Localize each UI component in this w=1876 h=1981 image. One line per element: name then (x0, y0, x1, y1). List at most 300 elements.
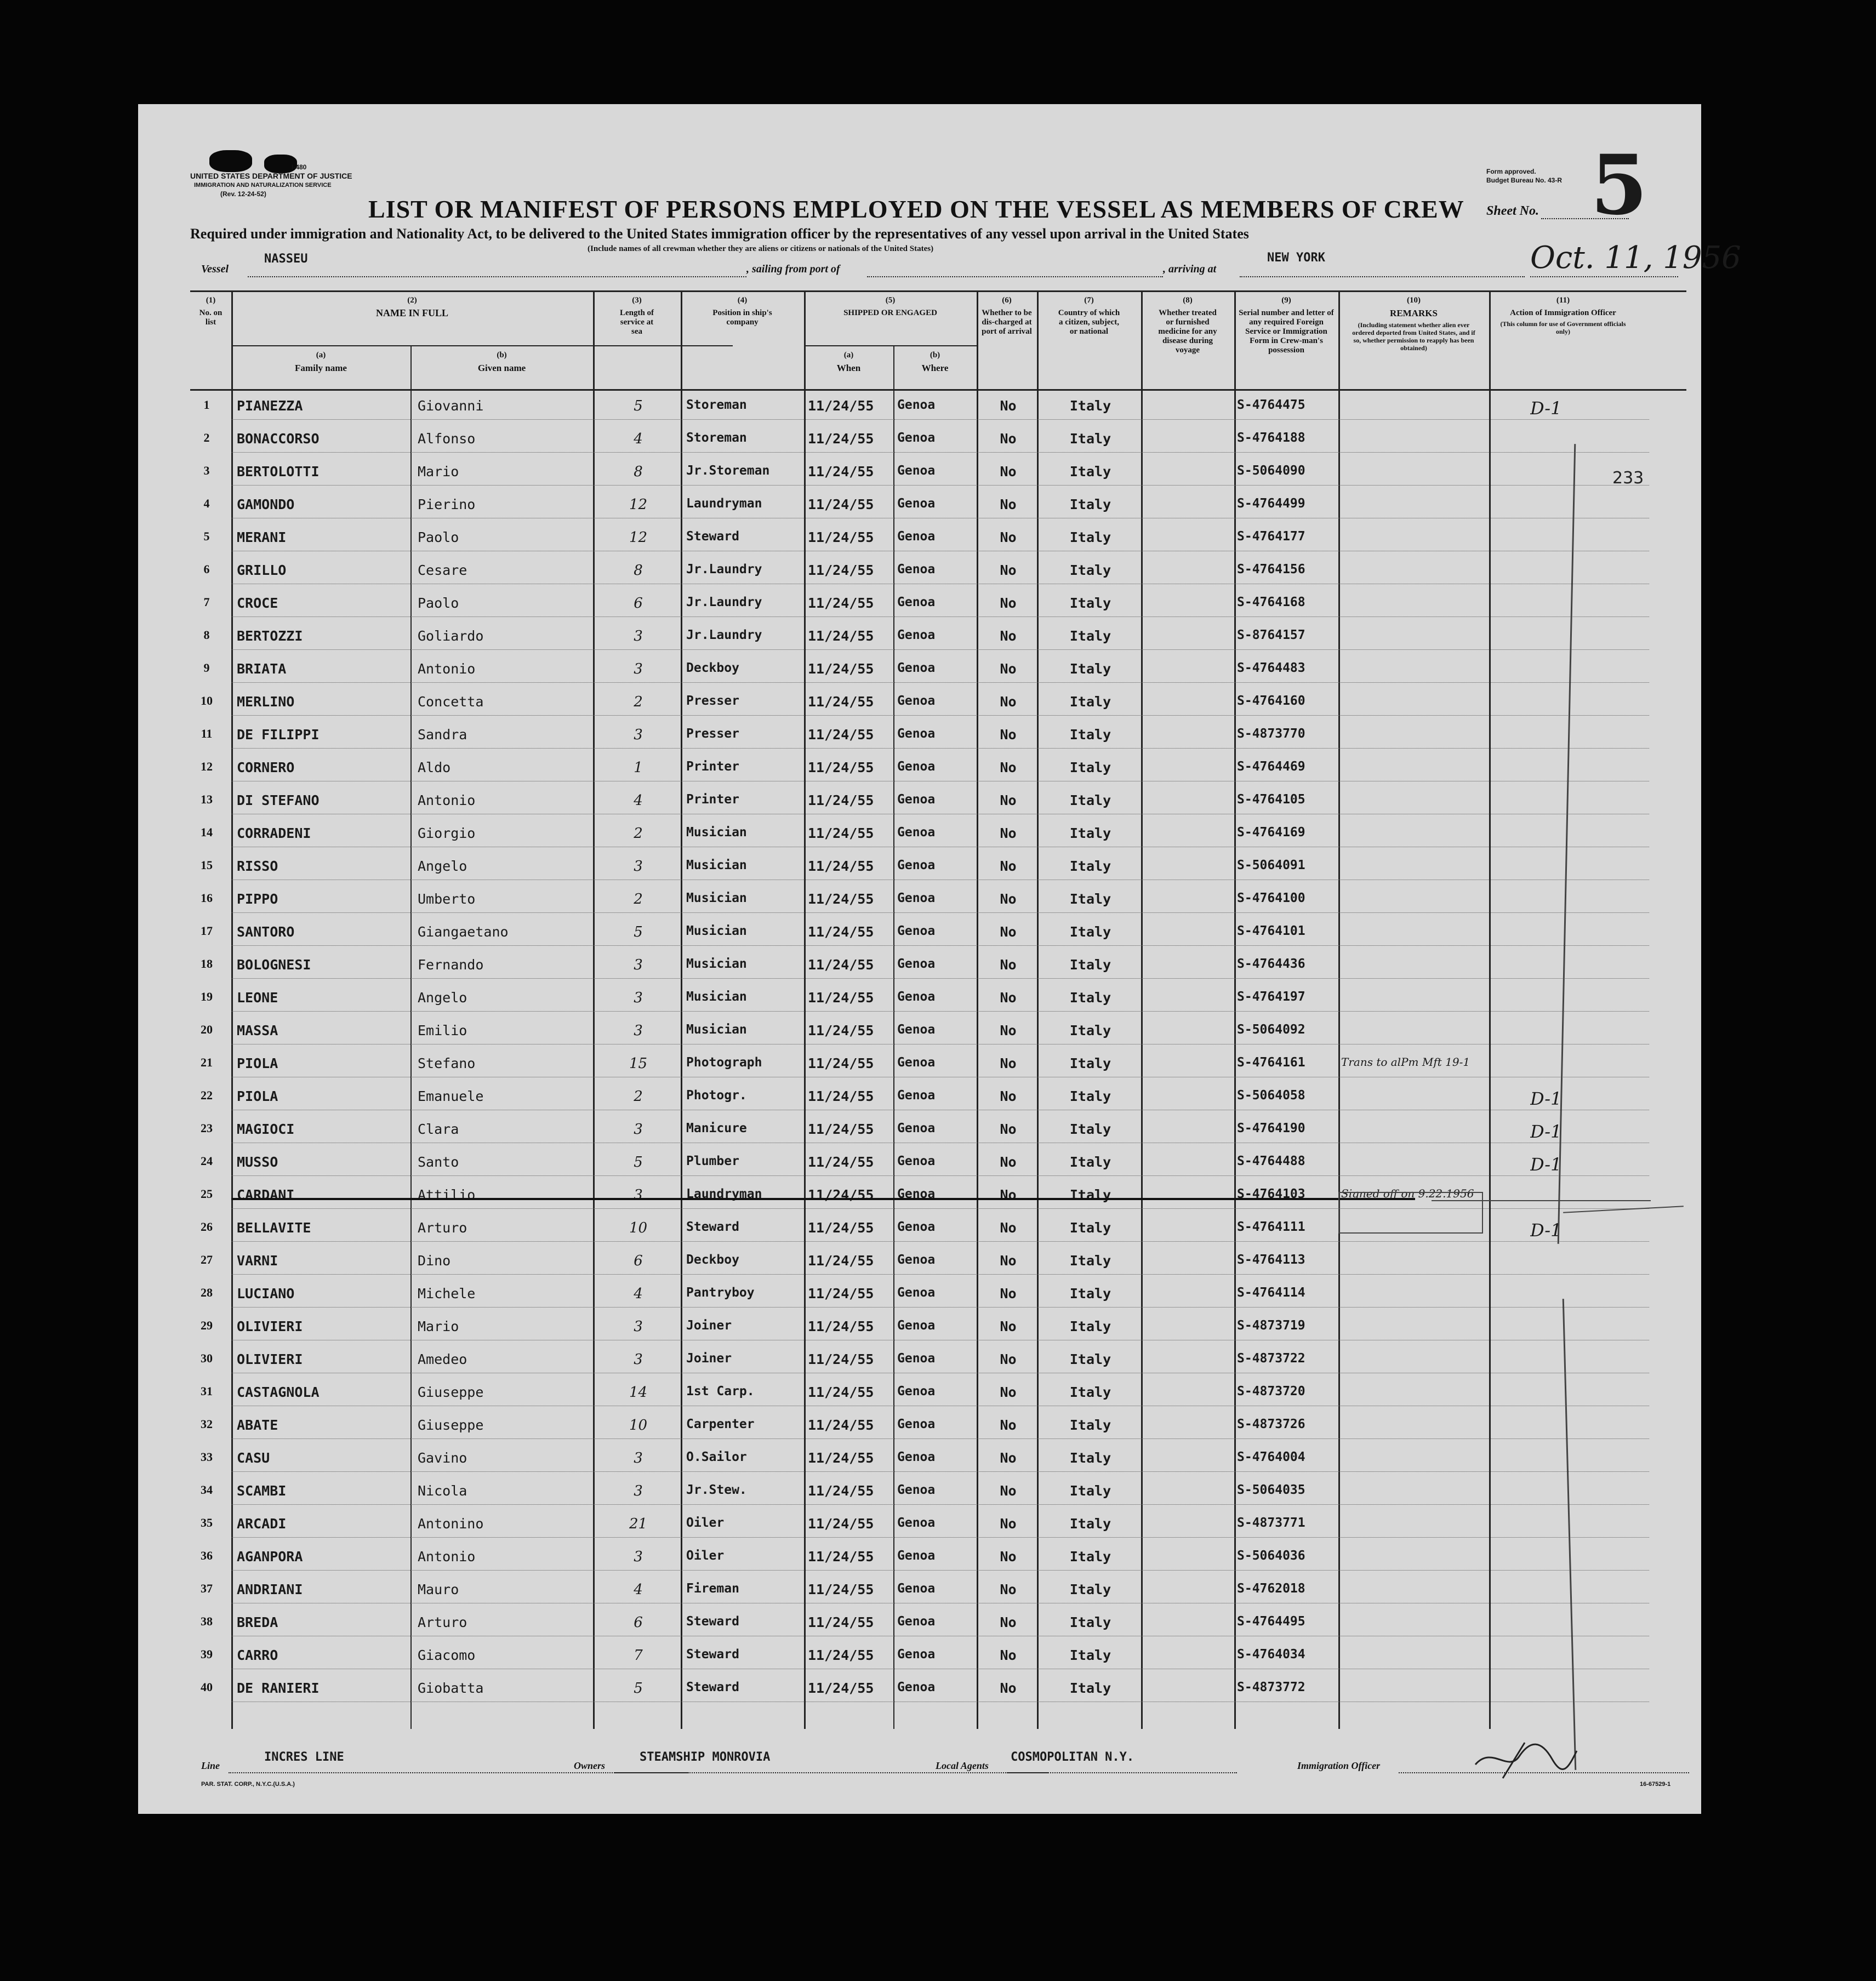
remarks: Signed off on 9.22.1956 (1341, 1187, 1474, 1200)
officer-action: D-1 (1530, 1154, 1562, 1175)
row-number: 18 (201, 957, 213, 970)
length-of-service: 6 (634, 595, 643, 612)
row-number: 26 (201, 1220, 213, 1234)
shipped-when: 11/24/55 (808, 1516, 874, 1532)
discharge: No (1000, 825, 1017, 841)
length-of-service: 2 (634, 694, 643, 710)
given-name: Emanuele (418, 1088, 484, 1104)
shipped-where: Genoa (897, 1187, 936, 1201)
given-name: Amedeo (418, 1351, 467, 1367)
length-of-service: 14 (629, 1384, 648, 1401)
given-name: Santo (418, 1154, 459, 1170)
family-name: ANDRIANI (237, 1582, 303, 1597)
given-name: Giobatta (418, 1680, 484, 1696)
length-of-service: 4 (634, 1286, 643, 1302)
position: Musician (686, 924, 747, 938)
discharge: No (1000, 398, 1017, 414)
owners-label: Owners (574, 1760, 606, 1771)
shipped-when: 11/24/55 (808, 529, 874, 545)
position: Manicure (686, 1121, 747, 1135)
shipped-when: 11/24/55 (808, 431, 874, 447)
shipped-where: Genoa (897, 1351, 936, 1366)
row-number: 19 (201, 990, 213, 1003)
length-of-service: 3 (634, 727, 643, 743)
given-name: Umberto (418, 891, 476, 907)
row-number: 37 (201, 1582, 213, 1595)
table-row (138, 1015, 1701, 1048)
col-given-header: (b) Given name (477, 351, 526, 373)
family-name: PIOLA (237, 1088, 278, 1104)
row-number: 34 (201, 1483, 213, 1497)
country: Italy (1069, 792, 1111, 808)
shipped-where: Genoa (897, 1680, 936, 1694)
discharge: No (1000, 1483, 1017, 1499)
owners-name: STEAMSHIP MONROVIA (640, 1750, 771, 1764)
serial-number: S-4764475 (1237, 398, 1305, 412)
country: Italy (1069, 694, 1111, 710)
serial-number: S-4764436 (1237, 957, 1305, 971)
row-number: 27 (201, 1253, 213, 1266)
row-number: 2 (203, 431, 210, 444)
country: Italy (1069, 1220, 1111, 1236)
length-of-service: 8 (634, 562, 643, 579)
country: Italy (1069, 431, 1111, 447)
table-row (138, 456, 1701, 489)
length-of-service: 2 (634, 825, 643, 842)
discharge: No (1000, 1055, 1017, 1071)
table-row (138, 1081, 1701, 1114)
shipped-when: 11/24/55 (808, 1220, 874, 1236)
given-name: Clara (418, 1121, 459, 1137)
serial-number: S-4764114 (1237, 1286, 1305, 1300)
position: Storeman (686, 398, 747, 412)
length-of-service: 3 (634, 628, 643, 644)
family-name: PIANEZZA (237, 398, 303, 414)
family-name: OLIVIERI (237, 1351, 303, 1367)
col-where-header: (b) Where (921, 351, 949, 373)
family-name: CORNERO (237, 760, 295, 775)
table-row (138, 1508, 1701, 1541)
shipped-where: Genoa (897, 398, 936, 412)
country: Italy (1069, 891, 1111, 907)
discharge: No (1000, 792, 1017, 808)
discharge: No (1000, 990, 1017, 1006)
country: Italy (1069, 1680, 1111, 1696)
form-number: I-480 (292, 163, 307, 171)
page-mark: 233 (1612, 469, 1644, 488)
table-row (138, 982, 1701, 1015)
shipped-when: 11/24/55 (808, 1318, 874, 1334)
col-position-header: (4) Position in ship's company (712, 296, 772, 327)
length-of-service: 5 (634, 1154, 643, 1171)
serial-number: S-4764168 (1237, 595, 1305, 609)
serial-number: S-4873772 (1237, 1680, 1305, 1694)
discharge: No (1000, 1549, 1017, 1565)
country: Italy (1069, 1286, 1111, 1301)
country: Italy (1069, 825, 1111, 841)
shipped-where: Genoa (897, 464, 936, 478)
position: Photograph (686, 1055, 762, 1070)
family-name: CORRADENI (237, 825, 311, 841)
length-of-service: 3 (634, 1121, 643, 1138)
length-of-service: 3 (634, 1549, 643, 1565)
table-row (138, 1114, 1701, 1146)
position: Jr.Laundry (686, 562, 762, 576)
country: Italy (1069, 1582, 1111, 1597)
row-number: 40 (201, 1680, 213, 1694)
shipped-where: Genoa (897, 1318, 936, 1333)
include-note: (Include names of all crewman whether they are aliens or citizens or nationals of the United States) (588, 244, 934, 253)
agency-line-2: IMMIGRATION AND NATURALIZATION SERVICE (194, 182, 332, 189)
table-row (138, 719, 1701, 752)
position: Joiner (686, 1318, 732, 1333)
country: Italy (1069, 1121, 1111, 1137)
family-name: GRILLO (237, 562, 287, 578)
table-row (138, 916, 1701, 949)
country: Italy (1069, 628, 1111, 644)
serial-number: S-4764197 (1237, 990, 1305, 1004)
position: Musician (686, 990, 747, 1004)
family-name: CASU (237, 1450, 270, 1466)
serial-number: S-4764188 (1237, 431, 1305, 445)
line-name: INCRES LINE (264, 1750, 344, 1764)
officer-action: D-1 (1530, 1220, 1562, 1241)
shipped-where: Genoa (897, 858, 936, 872)
position: Jr.Laundry (686, 595, 762, 609)
position: Printer (686, 760, 739, 774)
table-row (138, 1344, 1701, 1377)
shipped-when: 11/24/55 (808, 1286, 874, 1301)
row-number: 12 (201, 760, 213, 773)
discharge: No (1000, 1516, 1017, 1532)
table-row (138, 653, 1701, 686)
position: Storeman (686, 431, 747, 445)
discharge: No (1000, 694, 1017, 710)
remarks: Trans to alPm Mft 19-1 (1341, 1055, 1470, 1069)
serial-number: S-5064036 (1237, 1549, 1305, 1563)
row-number: 4 (203, 496, 210, 510)
position: Oiler (686, 1549, 725, 1563)
length-of-service: 4 (634, 431, 643, 447)
length-of-service: 5 (634, 1680, 643, 1697)
given-name: Arturo (418, 1220, 467, 1236)
row-number: 1 (203, 398, 210, 412)
length-of-service: 3 (634, 1318, 643, 1335)
length-of-service: 15 (629, 1055, 648, 1072)
discharge: No (1000, 431, 1017, 447)
shipped-when: 11/24/55 (808, 1023, 874, 1038)
shipped-where: Genoa (897, 496, 936, 511)
length-of-service: 1 (634, 760, 643, 776)
given-name: Cesare (418, 562, 467, 578)
given-name: Angelo (418, 858, 467, 874)
given-name: Mario (418, 464, 459, 479)
serial-number: S-4764034 (1237, 1647, 1305, 1662)
row-number: 10 (201, 694, 213, 707)
shipped-where: Genoa (897, 1253, 936, 1267)
length-of-service: 2 (634, 1088, 643, 1105)
family-name: VARNI (237, 1253, 278, 1269)
given-name: Gavino (418, 1450, 467, 1466)
officer-label: Immigration Officer (1297, 1760, 1381, 1771)
serial-number: S-5064035 (1237, 1483, 1305, 1497)
manifest-title: LIST OR MANIFEST OF PERSONS EMPLOYED ON THE VESSEL AS MEMBERS OF CREW (368, 195, 1464, 223)
vessel-name: NASSEU (264, 252, 308, 266)
given-name: Sandra (418, 727, 467, 743)
shipped-where: Genoa (897, 1549, 936, 1563)
position: Jr.Storeman (686, 464, 770, 478)
discharge: No (1000, 1187, 1017, 1203)
row-number: 33 (201, 1450, 213, 1464)
serial-number: S-4764004 (1237, 1450, 1305, 1464)
col-action-header: (11) Action of Immigration Officer (This column for use of Government officials only) (1500, 296, 1626, 335)
serial-number: S-4764177 (1237, 529, 1305, 544)
family-name: CARDANI (237, 1187, 295, 1203)
given-name: Giuseppe (418, 1384, 484, 1400)
shipped-where: Genoa (897, 1055, 936, 1070)
serial-number: S-4873719 (1237, 1318, 1305, 1333)
table-row (138, 587, 1701, 620)
given-name: Stefano (418, 1055, 476, 1071)
position: Musician (686, 957, 747, 971)
officer-signature (1470, 1734, 1580, 1784)
shipped-when: 11/24/55 (808, 924, 874, 940)
serial-number: S-4873722 (1237, 1351, 1305, 1366)
row-number: 38 (201, 1614, 213, 1628)
country: Italy (1069, 1318, 1111, 1334)
shipped-when: 11/24/55 (808, 1417, 874, 1433)
length-of-service: 5 (634, 398, 643, 414)
length-of-service: 3 (634, 858, 643, 875)
discharge: No (1000, 727, 1017, 743)
length-of-service: 3 (634, 1187, 643, 1203)
discharge: No (1000, 1614, 1017, 1630)
row-number: 35 (201, 1516, 213, 1529)
shipped-when: 11/24/55 (808, 792, 874, 808)
family-name: ABATE (237, 1417, 278, 1433)
serial-number: S-4764113 (1237, 1253, 1305, 1267)
position: O.Sailor (686, 1450, 747, 1464)
family-name: MUSSO (237, 1154, 278, 1170)
length-of-service: 3 (634, 1023, 643, 1039)
shipped-when: 11/24/55 (808, 1055, 874, 1071)
shipped-when: 11/24/55 (808, 990, 874, 1006)
position: Oiler (686, 1516, 725, 1530)
family-name: BONACCORSO (237, 431, 320, 447)
row-number: 20 (201, 1023, 213, 1036)
table-row (138, 423, 1701, 456)
shipped-where: Genoa (897, 1647, 936, 1662)
discharge: No (1000, 1417, 1017, 1433)
serial-number: S-4873720 (1237, 1384, 1305, 1398)
table-row (138, 1278, 1701, 1311)
shipped-where: Genoa (897, 628, 936, 642)
family-name: OLIVIERI (237, 1318, 303, 1334)
family-name: BRIATA (237, 661, 287, 677)
given-name: Angelo (418, 990, 467, 1006)
country: Italy (1069, 1055, 1111, 1071)
country: Italy (1069, 1253, 1111, 1269)
shipped-where: Genoa (897, 562, 936, 576)
shipped-where: Genoa (897, 1614, 936, 1629)
position: Laundryman (686, 496, 762, 511)
serial-number: S-4873771 (1237, 1516, 1305, 1530)
shipped-where: Genoa (897, 825, 936, 840)
shipped-where: Genoa (897, 431, 936, 445)
serial-number: S-4764495 (1237, 1614, 1305, 1629)
serial-number: S-5064090 (1237, 464, 1305, 478)
country: Italy (1069, 1417, 1111, 1433)
table-row (138, 1475, 1701, 1508)
discharge: No (1000, 595, 1017, 611)
length-of-service: 12 (629, 529, 648, 546)
col-medicine-header: (8) Whether treated or furnished medicine for any disease during voyage (1158, 296, 1217, 355)
family-name: GAMONDO (237, 496, 295, 512)
serial-number: S-4764169 (1237, 825, 1305, 840)
family-name: ARCADI (237, 1516, 287, 1532)
discharge: No (1000, 1318, 1017, 1334)
family-name: BERTOLOTTI (237, 464, 320, 479)
discharge: No (1000, 1582, 1017, 1597)
given-name: Emilio (418, 1023, 467, 1038)
discharge: No (1000, 1286, 1017, 1301)
shipped-where: Genoa (897, 529, 936, 544)
discharge: No (1000, 628, 1017, 644)
shipped-when: 11/24/55 (808, 1121, 874, 1137)
shipped-where: Genoa (897, 595, 936, 609)
discharge: No (1000, 661, 1017, 677)
manifest-subtitle: Required under immigration and Nationality Act, to be delivered to the United States immigration officer by the representatives of any vessel upon arrival in the United States (190, 226, 1249, 242)
col-no-header: (1) No. on list (199, 296, 223, 327)
length-of-service: 3 (634, 1483, 643, 1499)
row-number: 39 (201, 1647, 213, 1661)
country: Italy (1069, 1154, 1111, 1170)
agents-name: COSMOPOLITAN N.Y. (1011, 1750, 1134, 1764)
discharge: No (1000, 1121, 1017, 1137)
position: Laundryman (686, 1187, 762, 1201)
country: Italy (1069, 760, 1111, 775)
country: Italy (1069, 1088, 1111, 1104)
row-number: 17 (201, 924, 213, 938)
country: Italy (1069, 464, 1111, 479)
shipped-when: 11/24/55 (808, 825, 874, 841)
printer-credit: PAR. STAT. CORP., N.Y.C.(U.S.A.) (201, 1781, 295, 1788)
given-name: Fernando (418, 957, 484, 973)
family-name: CASTAGNOLA (237, 1384, 320, 1400)
row-number: 16 (201, 891, 213, 905)
position: Deckboy (686, 661, 739, 675)
row-number: 9 (203, 661, 210, 675)
position: Steward (686, 529, 739, 544)
position: Photogr. (686, 1088, 747, 1103)
table-row (138, 522, 1701, 555)
country: Italy (1069, 562, 1111, 578)
shipped-when: 11/24/55 (808, 1450, 874, 1466)
table-top-rule (190, 290, 1686, 292)
discharge: No (1000, 1647, 1017, 1663)
family-name: AGANPORA (237, 1549, 303, 1565)
family-name: BREDA (237, 1614, 278, 1630)
family-name: DI STEFANO (237, 792, 320, 808)
row-number: 23 (201, 1121, 213, 1135)
length-of-service: 3 (634, 957, 643, 973)
discharge: No (1000, 1023, 1017, 1038)
shipped-when: 11/24/55 (808, 661, 874, 677)
form-approved: Form approved. (1486, 168, 1536, 175)
given-name: Goliardo (418, 628, 484, 644)
table-row (138, 752, 1701, 785)
family-name: PIOLA (237, 1055, 278, 1071)
agents-label: Local Agents (936, 1760, 989, 1771)
shipped-when: 11/24/55 (808, 694, 874, 710)
serial-number: S-4764190 (1237, 1121, 1305, 1135)
length-of-service: 10 (629, 1220, 648, 1236)
table-row (138, 1409, 1701, 1442)
country: Italy (1069, 496, 1111, 512)
manifest-sheet (138, 104, 1741, 1814)
family-name: RISSO (237, 858, 278, 874)
position: Deckboy (686, 1253, 739, 1267)
discharge: No (1000, 957, 1017, 973)
col-shipped-header: (5) SHIPPED OR ENGAGED (843, 296, 937, 317)
shipped-where: Genoa (897, 760, 936, 774)
position: Musician (686, 1023, 747, 1037)
country: Italy (1069, 1023, 1111, 1038)
table-row (138, 785, 1701, 818)
table-row (138, 390, 1701, 423)
shipped-where: Genoa (897, 1483, 936, 1497)
row-number: 30 (201, 1351, 213, 1365)
position: Jr.Stew. (686, 1483, 747, 1497)
given-name: Giangaetano (418, 924, 509, 940)
country: Italy (1069, 1614, 1111, 1630)
family-name: BERTOZZI (237, 628, 303, 644)
family-name: CARRO (237, 1647, 278, 1663)
serial-number: S-5064091 (1237, 858, 1305, 872)
arriving-label: , arriving at (1163, 263, 1217, 275)
table-row (138, 883, 1701, 916)
row-number: 31 (201, 1384, 213, 1398)
country: Italy (1069, 1384, 1111, 1400)
table-row (138, 1048, 1701, 1081)
family-name: LEONE (237, 990, 278, 1006)
discharge: No (1000, 464, 1017, 479)
shipped-when: 11/24/55 (808, 858, 874, 874)
position: Pantryboy (686, 1286, 755, 1300)
given-name: Antonio (418, 792, 476, 808)
shipped-where: Genoa (897, 727, 936, 741)
given-name: Antonino (418, 1516, 484, 1532)
length-of-service: 4 (634, 792, 643, 809)
family-name: DE RANIERI (237, 1680, 320, 1696)
col-length-header: (3) Length of service at sea (619, 296, 654, 336)
given-name: Concetta (418, 694, 484, 710)
shipped-when: 11/24/55 (808, 1549, 874, 1565)
shipped-where: Genoa (897, 957, 936, 971)
country: Italy (1069, 858, 1111, 874)
table-row (138, 1442, 1701, 1475)
family-name: PIPPO (237, 891, 278, 907)
serial-number: S-4764100 (1237, 891, 1305, 905)
col-serial-header: (9) Serial number and letter of any required Foreign Service or Immigration Form in Crew-man's possession (1239, 296, 1334, 355)
shipped-when: 11/24/55 (808, 464, 874, 479)
given-name: Giorgio (418, 825, 476, 841)
family-name: LUCIANO (237, 1286, 295, 1301)
family-name: SCAMBI (237, 1483, 287, 1499)
country: Italy (1069, 1516, 1111, 1532)
family-name: SANTORO (237, 924, 295, 940)
line-label: Line (201, 1760, 220, 1771)
